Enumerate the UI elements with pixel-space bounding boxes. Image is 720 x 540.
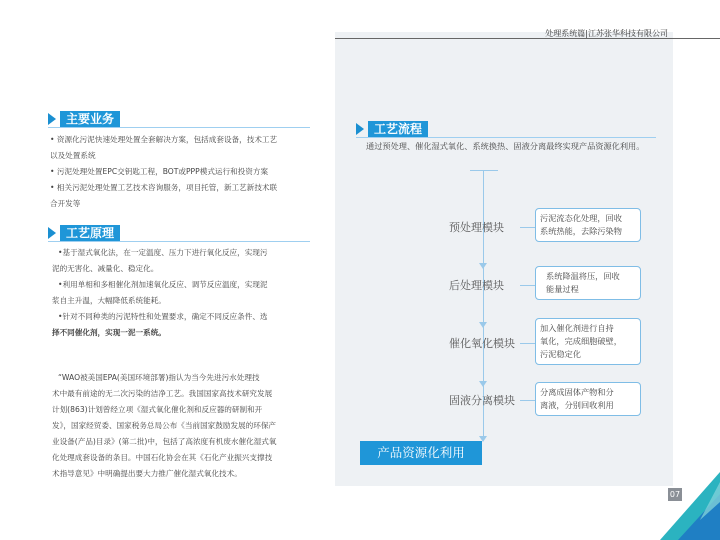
principle-section-title [48,225,120,241]
desc-line: 系统热能，去除污染物 [540,226,622,236]
bullet-arrow-icon [48,227,56,239]
note-line: 化处理成套设备的条目。中国石化协会在其《石化产业振兴支撑技 [52,453,273,462]
list-item: • 相关污泥处理处置工艺技术咨询服务，项目托管，新工艺新技术联 [50,183,278,192]
desc-line: 污泥流态化处理，回收 [540,213,622,223]
bullet-arrow-icon [48,113,56,125]
note-line: 业设备(产品)目录》(第二批)中，包括了高浓度有机废水催化湿式氧 [52,437,277,446]
arrow-down-icon [479,381,487,387]
desc-line: 系统降温将压，回收 [546,271,620,281]
flow-step-4: 固液分离模块 [449,394,515,407]
connector [520,343,536,344]
page-number: 07 [669,490,681,499]
business-section-title [48,111,120,127]
step-2-description [535,266,641,300]
business-list [50,132,315,212]
arrow-down-icon [479,322,487,328]
arrow-down-icon [479,263,487,269]
right-page-panel [335,32,673,486]
note-line: 术中最有前途的无二次污染的洁净工艺。我国国家高技术研究发展 [52,389,273,398]
list-item: •基于湿式氧化法，在一定温度、压力下进行氧化反应，实现污 [58,248,268,257]
divider [48,127,310,128]
page-header: 处理系统篇|江苏张华科技有限公司 [545,29,668,38]
connector [520,400,536,401]
desc-line: 能量过程 [546,284,579,294]
step-1-description [535,208,641,242]
result-banner: 产品资源化利用 [360,441,482,465]
note-line: 术指导意见》中明确提出要大力推广催化湿式氧化技术。 [52,469,242,478]
connector [520,227,536,228]
header-rule [335,38,720,39]
desc-line: 加入催化剂进行自持 [540,323,614,333]
note-line: 发》，国家经贸委、国家税务总局公布《当前国家鼓励发展的环保产 [52,421,277,430]
list-item: 泥的无害化、减量化、稳定化。 [52,264,159,273]
business-title: 主要业务 [60,111,120,127]
list-item: • 资源化污泥快速处理处置全套解决方案，包括成套设备，技术工艺 [50,135,278,144]
list-item: 浆自主升温，大幅降低系统能耗。 [52,296,166,305]
note-line: “WAO被美国EPA(美国环境部署)指认为当今先进污水处理技 [58,373,260,382]
note-line: 计划(863)计划曾经立项《湿式氧化催化剂和反应器的研制和开 [52,405,263,414]
flow-step-3: 催化氧化模块 [449,337,515,350]
list-item: •针对不同种类的污泥特性和处置要求，确定不同反应条件、选 [58,312,268,321]
flow-top-bar [470,170,498,171]
list-item: 以及处置系统 [50,151,96,160]
list-item: • 污泥处理处置EPC交钥匙工程，BOT或PPP模式运行和投资方案 [50,167,269,176]
list-item: 合开发等 [50,199,81,208]
divider [356,137,656,138]
flow-section-title [356,121,428,137]
flow-title: 工艺流程 [368,121,428,137]
flow-step-2: 后处理模块 [449,279,504,292]
corner-decoration [660,472,720,540]
principle-list [52,245,314,341]
flow-intro: 通过预处理、催化湿式氧化、系统换热、固液分离最终实现产品资源化利用。 [366,141,645,151]
step-3-description [535,318,641,365]
list-item: •利用单相和多相催化剂加速氧化反应、调节反应温度，实现泥 [58,280,268,289]
bullet-arrow-icon [356,123,364,135]
connector [520,285,536,286]
divider [48,241,310,242]
desc-line: 离液，分别回收利用 [540,400,614,410]
desc-line: 分离成固体产物和分 [540,387,614,397]
flow-step-1: 预处理模块 [449,221,504,234]
desc-line: 氧化，完成细胞破壁， [540,336,622,346]
note-paragraph [52,370,314,482]
list-item: 择不同催化剂，实现一泥一系统。 [52,328,166,337]
step-4-description [535,382,641,416]
principle-title: 工艺原理 [60,225,120,241]
desc-line: 污泥稳定化 [540,349,581,359]
